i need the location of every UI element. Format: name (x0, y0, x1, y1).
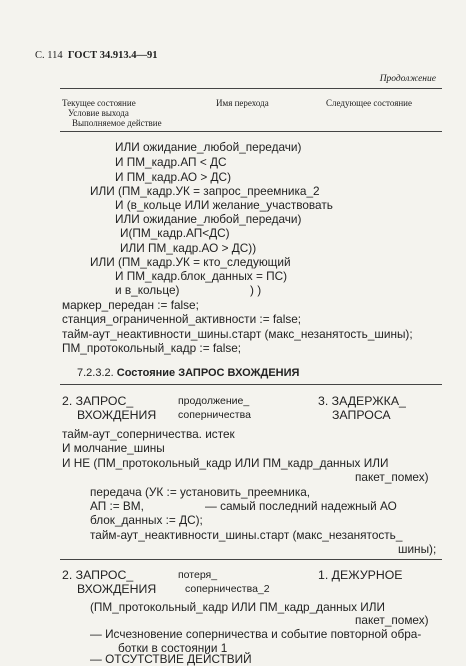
row1-action: шины); (398, 542, 437, 556)
section-rule (60, 384, 442, 385)
code-line: И (в_кольце ИЛИ желание_участвовать (115, 198, 333, 212)
continuation-label: Продолжение (379, 74, 436, 84)
row2-condition: пакет_помех) (355, 613, 429, 627)
code-line: И ПМ_кадр.АП < ДС (115, 155, 227, 169)
code-line: ) ) (250, 283, 262, 297)
code-line: И ПМ_кадр.блок_данных = ПС) (115, 269, 288, 283)
page-number: С. 114 (35, 50, 63, 61)
row2-state: 2. ЗАПРОС_ (62, 568, 134, 582)
row1-action: блок_данных := ДС); (90, 513, 203, 527)
row1-state: ВХОЖДЕНИЯ (77, 408, 157, 422)
col-next-state: Следующее состояние (326, 98, 412, 108)
code-line: ПМ_протокольный_кадр := false; (62, 341, 242, 355)
standard-code: ГОСТ 34.913.4—91 (67, 50, 158, 61)
col-transition-name: Имя перехода (216, 98, 269, 108)
row1-condition: И НЕ (ПМ_протокольный_кадр ИЛИ ПМ_кадр_данных ИЛИ (62, 456, 389, 470)
col-exit-condition: Условие выхода (68, 108, 129, 118)
code-line: И(ПМ_кадр.АП<ДС) (120, 226, 230, 240)
col-current-state: Текущее состояние (62, 98, 136, 108)
row2-action: ботки в состоянии 1 (118, 641, 228, 655)
row1-transition: продолжение_ (178, 395, 250, 407)
code-line: ИЛИ (ПМ_кадр.УК = запрос_преемника_2 (90, 184, 320, 198)
row1-action: передача (УК := установить_преемника, (90, 485, 311, 499)
header-rule (60, 88, 442, 89)
page-header (35, 50, 158, 61)
row2-condition: (ПМ_протокольный_кадр ИЛИ ПМ_кадр_данных ИЛИ (90, 600, 386, 614)
code-line: станция_ограниченной_активности := false; (62, 312, 302, 326)
row-rule (60, 559, 442, 560)
row1-condition: тайм-аут_соперничества. истек (62, 427, 235, 441)
code-line: маркер_передан := false; (62, 298, 199, 312)
row1-state: 2. ЗАПРОС_ (62, 394, 134, 408)
row1-action: тайм-аут_неактивности_шины.старт (макс_незанятость_ (90, 528, 403, 542)
code-line: и в_кольце) (115, 283, 180, 297)
section-title: Состояние ЗАПРОС ВХОЖДЕНИЯ (116, 367, 300, 379)
code-line: тайм-аут_неактивности_шины.старт (макс_незанятость_шины); (62, 327, 413, 341)
column-header-rule (60, 131, 442, 132)
row2-action: — ОТСУТСТВИЕ ДЕЙСТВИЙ (90, 652, 252, 666)
code-line: И ПМ_кадр.АО > ДС) (115, 170, 231, 184)
code-line: ИЛИ ожидание_любой_передачи) (115, 140, 302, 154)
col-action: Выполняемое действие (72, 118, 162, 128)
row1-transition: соперничества (178, 409, 251, 421)
row1-condition: И молчание_шины (62, 441, 165, 455)
row1-next-state: 3. ЗАДЕРЖКА_ (318, 394, 406, 408)
row1-action: АП := ВМ, (90, 499, 144, 513)
code-line: ИЛИ (ПМ_кадр.УК = кто_следующий (90, 255, 291, 269)
row2-transition: соперничества_2 (185, 583, 270, 595)
code-line: ИЛИ ожидание_любой_передачи) (115, 212, 302, 226)
row1-condition: пакет_помех) (355, 470, 429, 484)
row1-action: — самый последний надежный АО (205, 499, 397, 513)
row2-transition: потеря_ (178, 569, 218, 581)
row1-next-state: ЗАПРОСА (332, 408, 391, 422)
code-line: ИЛИ ПМ_кадр.АО > ДС)) (120, 241, 257, 255)
row2-action: — Исчезновение соперничества и событие повторной обра- (90, 627, 422, 641)
section-number: 7.2.3.2. (77, 367, 114, 379)
row2-state: ВХОЖДЕНИЯ (77, 582, 157, 596)
row2-next-state: 1. ДЕЖУРНОЕ (318, 568, 403, 582)
section-heading (77, 367, 299, 379)
